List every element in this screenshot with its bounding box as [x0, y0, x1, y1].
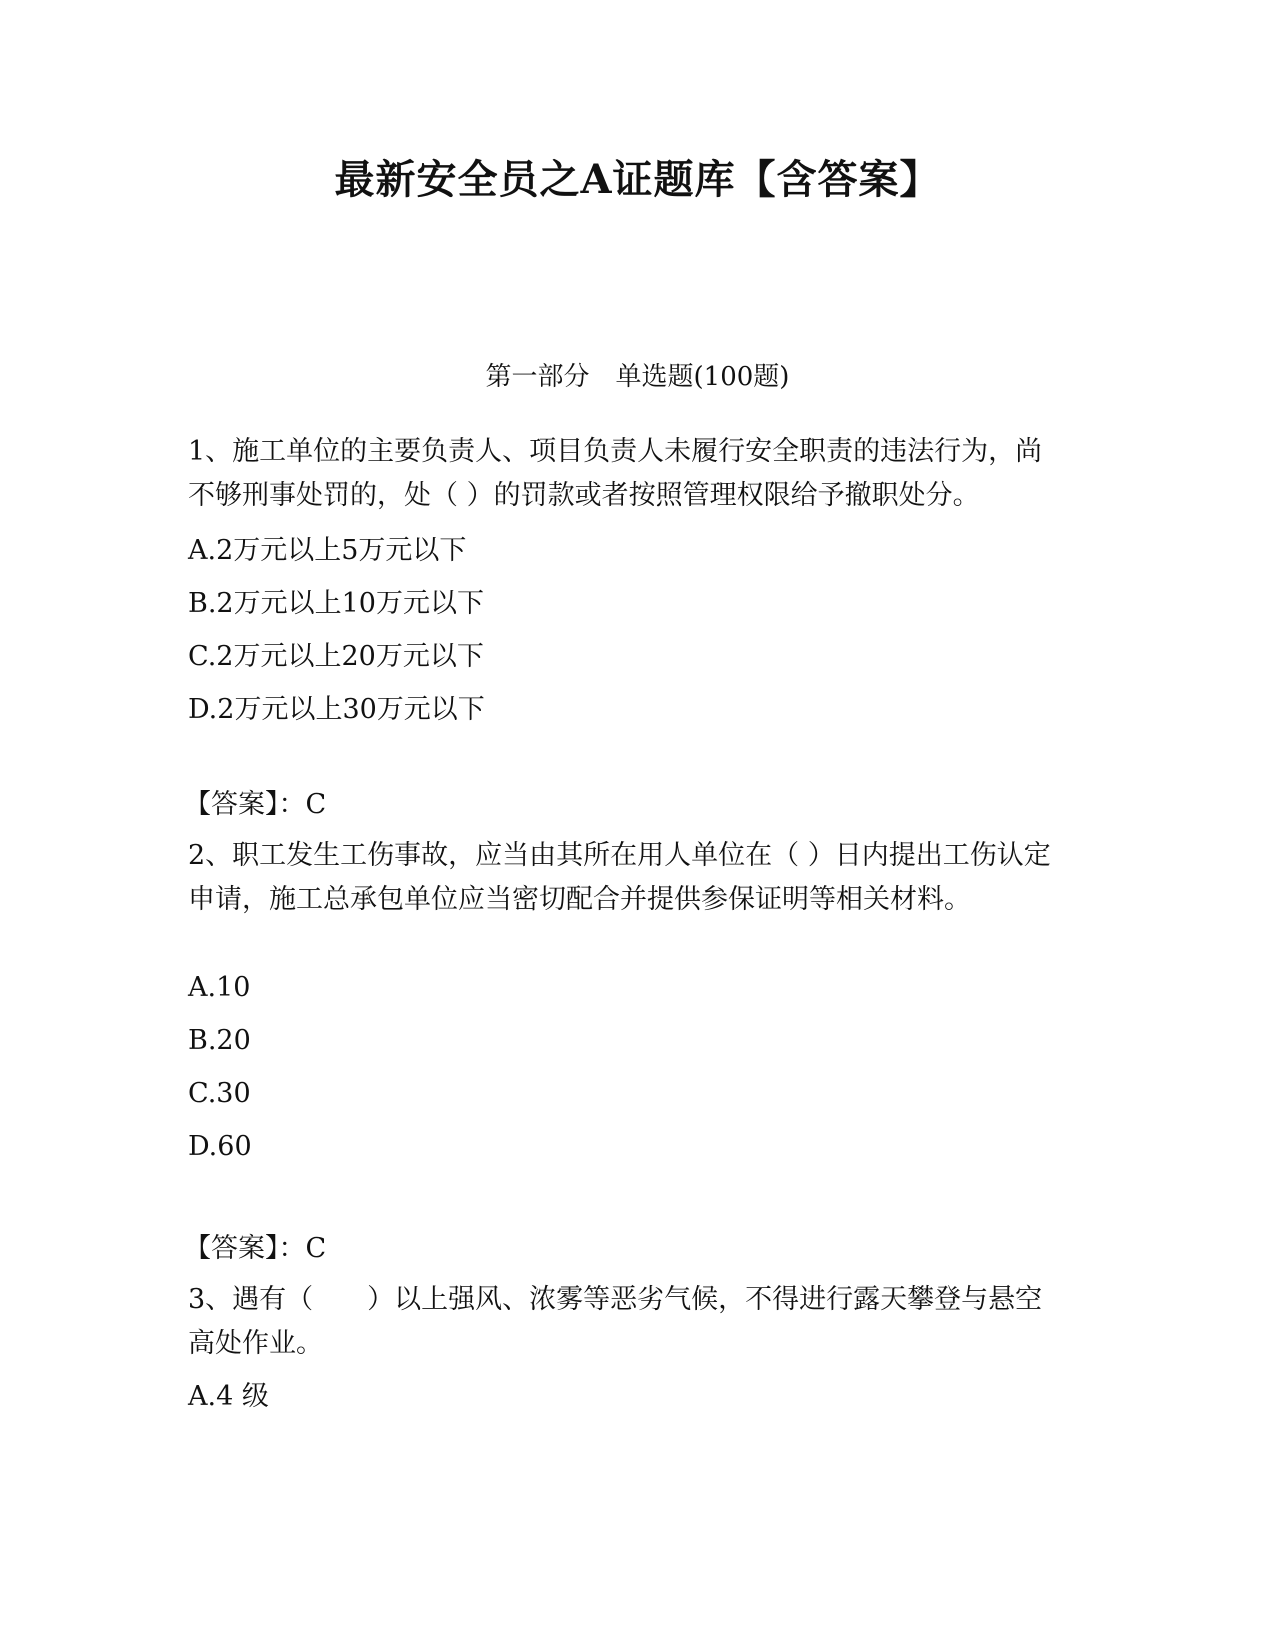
question-2-option-a: A.10: [188, 972, 251, 1003]
question-2-option-d: D.60: [188, 1131, 252, 1162]
question-2-option-b: B.20: [188, 1025, 251, 1056]
question-2-stem: 2、职工发生工伤事故，应当由其所在用人单位在（ ）日内提出工伤认定申请，施工总承包单位应当密切配合并提供参保证明等相关材料。: [188, 840, 1051, 915]
question-2-option-c: C.30: [188, 1078, 251, 1109]
question-1-stem: 1、施工单位的主要负责人、项目负责人未履行安全职责的违法行为，尚不够刑事处罚的，处（ ）的罚款或者按照管理权限给予撤职处分。: [188, 436, 1043, 511]
document-title: 最新安全员之A证题库【含答案】: [334, 156, 941, 203]
question-3-option-a: A.4 级: [188, 1381, 269, 1412]
section-heading: 第一部分 单选题(100题): [485, 362, 790, 392]
question-1-option-b: B.2万元以上10万元以下: [188, 588, 484, 619]
question-2-answer: 【答案】：C: [184, 1233, 327, 1264]
question-1-option-c: C.2万元以上20万元以下: [188, 641, 484, 672]
question-3-stem: 3、遇有（ ）以上强风、浓雾等恶劣气候，不得进行露天攀登与悬空高处作业。: [188, 1284, 1043, 1359]
question-1-answer: 【答案】：C: [184, 789, 327, 820]
question-1-option-a: A.2万元以上5万元以下: [188, 535, 467, 566]
question-1-option-d: D.2万元以上30万元以下: [188, 694, 485, 725]
